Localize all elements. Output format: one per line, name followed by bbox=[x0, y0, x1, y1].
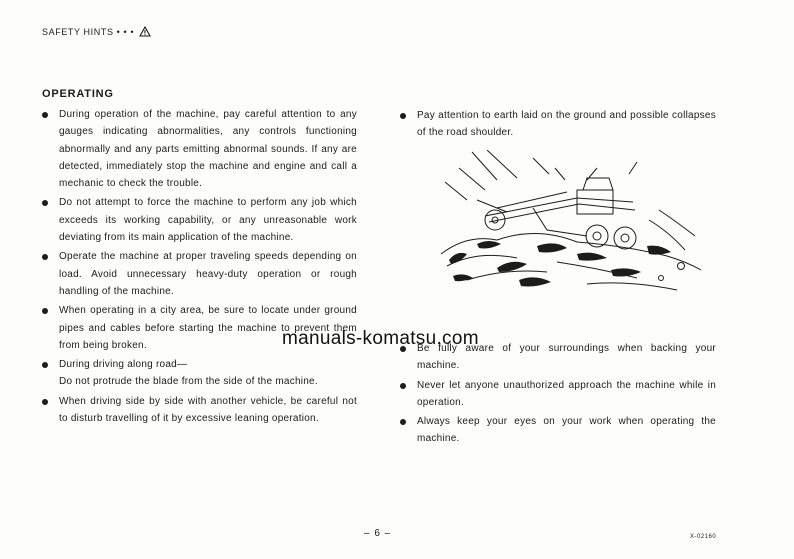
bullet-dot bbox=[42, 112, 48, 118]
document-code: X-02160 bbox=[690, 534, 717, 540]
bullet-text: Always keep your eyes on your work when operating the machine. bbox=[417, 416, 716, 445]
bullet-text: During driving along road— bbox=[59, 359, 188, 371]
bullet-item bbox=[398, 107, 716, 142]
bullet-text: Never let anyone unauthorized approach the machine while in operation. bbox=[417, 379, 716, 408]
left-column bbox=[40, 106, 357, 429]
bullet-dot bbox=[400, 113, 406, 119]
bullet-dot bbox=[42, 200, 48, 206]
bullet-text: Do not protrude the blade from the side of the machine. bbox=[59, 376, 318, 388]
bullet-text: Pay attention to earth laid on the ground and possible collapses of the road shoulder. bbox=[417, 110, 716, 139]
bullet-item bbox=[40, 248, 357, 300]
bullet-dot bbox=[400, 383, 406, 389]
bullet-item bbox=[40, 393, 357, 428]
watermark: manuals-komatsu.com bbox=[282, 328, 479, 349]
header-title: SAFETY HINTS • • • bbox=[42, 27, 135, 37]
right-column-top bbox=[398, 107, 716, 144]
section-title: OPERATING bbox=[42, 88, 114, 100]
bullet-dot bbox=[42, 254, 48, 260]
bullet-text: Be fully aware of your surroundings when backing your machine. bbox=[417, 343, 716, 372]
bullet-item bbox=[398, 413, 716, 448]
page-header bbox=[42, 26, 151, 37]
bullet-dot bbox=[42, 308, 48, 314]
bullet-item bbox=[40, 106, 357, 192]
bullet-dot bbox=[42, 362, 48, 368]
bullet-text: When driving side by side with another vehicle, be careful not to disturb travelling of it by excessive leaning operation. bbox=[59, 395, 357, 425]
bullet-item bbox=[40, 194, 357, 246]
page-number: – 6 – bbox=[364, 528, 392, 539]
bullet-text: Do not attempt to force the machine to perform any job which exceeds its working capability, or any unreasonable work deviating from its main application of the machine. bbox=[59, 197, 357, 244]
warning-triangle-icon bbox=[139, 26, 151, 37]
bullet-item bbox=[398, 377, 716, 412]
bullet-dot bbox=[42, 399, 48, 405]
bullet-text: When operating in a city area, be sure to locate under ground pipes and cables before starting the machine to prevent them from being broken. bbox=[59, 305, 357, 351]
bullet-item bbox=[40, 356, 357, 391]
bullet-dot bbox=[400, 419, 406, 425]
bullet-text: During operation of the machine, pay careful attention to any gauges indicating abnormalities, any controls functioning abnormally and any parts emitting abnormal sounds. If any are detected, immediately stop the machine and engine and call a mechanic to check the trouble. bbox=[59, 109, 357, 190]
motor-grader-illustration bbox=[437, 150, 705, 298]
right-column-bottom bbox=[398, 340, 716, 450]
bullet-text: Operate the machine at proper traveling speeds depending on load. Avoid unnecessary heavy-duty operation or rough handling of the machine. bbox=[59, 251, 357, 297]
